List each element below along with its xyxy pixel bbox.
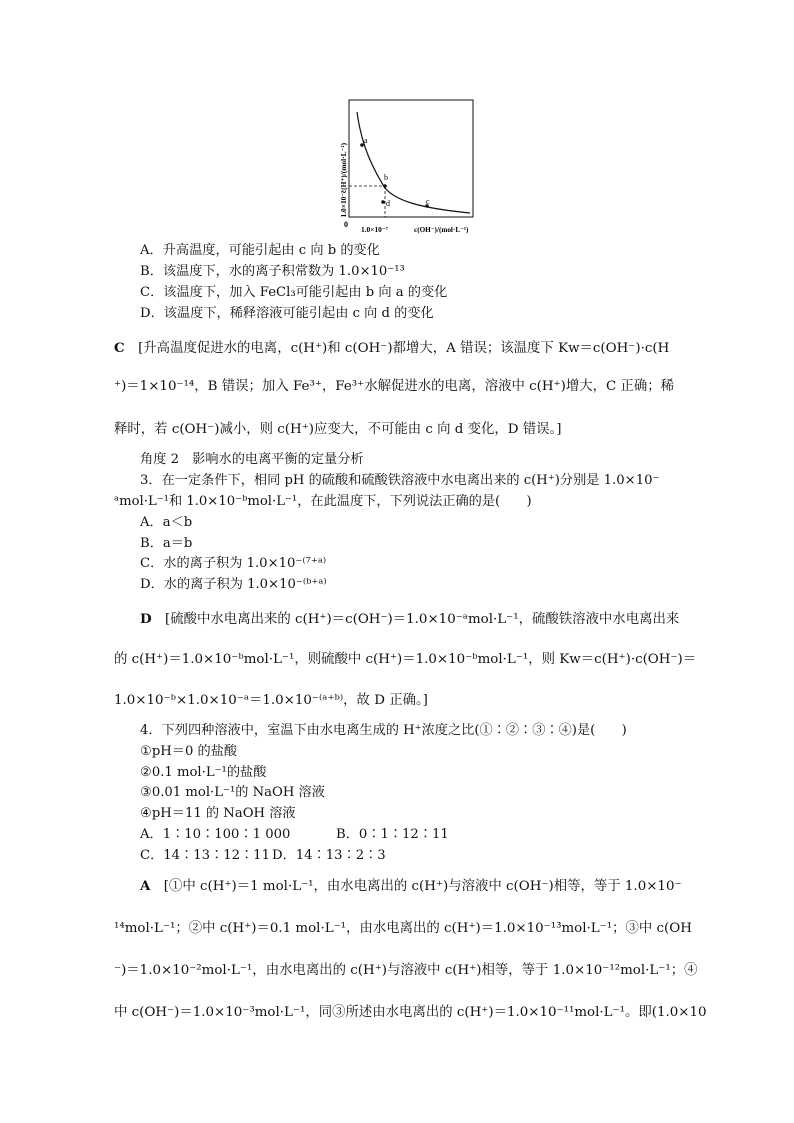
- point-label-d: d: [386, 199, 390, 208]
- q-prev-answer-text-1: [升高温度促进水的电离，c(H⁺)和 c(OH⁻)都增大，A 错误；该温度下 Kw＝c(OH⁻)·c(H: [138, 341, 670, 356]
- ion-product-curve-figure: [330, 96, 480, 238]
- q-prev-option-c: C．该温度下，加入 FeCl₃可能引起由 b 向 a 的变化: [140, 285, 448, 300]
- point-b: [383, 184, 387, 188]
- q-prev-option-d: D．该温度下，稀释溶液可能引起由 c 向 d 的变化: [140, 306, 434, 321]
- point-label-b: b: [384, 173, 388, 182]
- q4-stem: 4．下列四种溶液中，室温下由水电离生成的 H⁺浓度之比(①∶②∶③∶④)是( ): [140, 723, 627, 738]
- q-prev-answer-letter: C: [114, 340, 125, 356]
- x-tick-label: 1.0×10⁻⁷: [361, 225, 388, 234]
- y-tick-label: 1.0×10⁻⁷: [339, 190, 348, 218]
- point-label-a: a: [364, 136, 368, 145]
- plot-frame: [349, 100, 473, 217]
- q3-option-b: B．a＝b: [140, 536, 193, 551]
- q-prev-option-a: A．升高温度，可能引起由 c 向 b 的变化: [140, 243, 380, 258]
- q3-answer-text-1: [硫酸中水电离出来的 c(H⁺)＝c(OH⁻)＝1.0×10⁻ᵃmol·L⁻¹，硫酸铁溶液中水电离出来: [165, 612, 680, 627]
- q4-item-3: ③0.01 mol·L⁻¹的 NaOH 溶液: [140, 785, 325, 800]
- q3-answer-line-3: 1.0×10⁻ᵇ×1.0×10⁻ᵃ＝1.0×10⁻⁽ᵃ⁺ᵇ⁾，故 D 正确。]: [114, 693, 428, 708]
- q-prev-answer-line-2: ⁺)＝1×10⁻¹⁴，B 错误；加入 Fe³⁺，Fe³⁺水解促进水的电离，溶液中 c(H⁺)增大，C 正确；稀: [114, 379, 675, 394]
- q3-stem-line-1: 3．在一定条件下，相同 pH 的硫酸和硫酸铁溶液中水电离出来的 c(H⁺)分别是 1.0×10⁻: [140, 473, 660, 488]
- q4-answer-line-1: [140, 877, 682, 896]
- q4-option-c: C．14∶13∶12∶11: [140, 848, 270, 863]
- q4-answer-line-4: 中 c(OH⁻)＝1.0×10⁻³mol·L⁻¹，同③所述由水电离出的 c(H⁺)＝1.0×10⁻¹¹mol·L⁻¹。即(1.0×10: [114, 1005, 707, 1020]
- q3-option-a: A．a＜b: [140, 515, 193, 530]
- q4-item-4: ④pH＝11 的 NaOH 溶液: [140, 806, 296, 821]
- section-heading: 角度 2 影响水的电离平衡的定量分析: [140, 452, 364, 467]
- q4-option-d: D．14∶13∶2∶3: [272, 848, 386, 863]
- q4-answer-letter: A: [140, 878, 151, 894]
- ion-product-curve: [357, 112, 470, 213]
- q4-item-2: ②0.1 mol·L⁻¹的盐酸: [140, 765, 267, 780]
- q-prev-option-b: B．该温度下，水的离子积常数为 1.0×10⁻¹³: [140, 264, 405, 279]
- q3-answer-line-2: 的 c(H⁺)＝1.0×10⁻ᵇmol·L⁻¹，则硫酸中 c(H⁺)＝1.0×10⁻ᵇmol·L⁻¹，则 Kw＝c(H⁺)·c(OH⁻)＝: [114, 652, 697, 667]
- point-d: [381, 200, 385, 204]
- y-axis-label: c(H⁺)/(mol·L⁻¹): [339, 142, 348, 194]
- q-prev-answer-line-1: [114, 339, 669, 358]
- q4-answer-line-3: ⁻)＝1.0×10⁻²mol·L⁻¹，由水电离出的 c(H⁺)与溶液中 c(H⁺)相等，等于 1.0×10⁻¹²mol·L⁻¹；④: [114, 963, 698, 978]
- point-label-c: c: [426, 197, 430, 206]
- origin-label: 0: [344, 220, 348, 229]
- q4-option-a: A．1∶10∶100∶1 000: [140, 827, 291, 842]
- q-prev-answer-line-3: 释时，若 c(OH⁻)减小，则 c(H⁺)应变大，不可能由 c 向 d 变化，D 错误。]: [114, 422, 562, 437]
- q3-answer-line-1: [140, 610, 679, 629]
- q4-answer-line-2: ¹⁴mol·L⁻¹；②中 c(H⁺)＝0.1 mol·L⁻¹，由水电离出的 c(H⁺)＝1.0×10⁻¹³mol·L⁻¹；③中 c(OH: [114, 921, 692, 936]
- x-axis-label: c(OH⁻)/(mol·L⁻¹): [414, 226, 469, 234]
- q3-option-d: D．水的离子积为 1.0×10⁻⁽ᵇ⁺ᵃ⁾: [140, 577, 327, 592]
- q3-stem-line-2: ᵃmol·L⁻¹和 1.0×10⁻ᵇmol·L⁻¹，在此温度下，下列说法正确的是( ): [114, 494, 532, 509]
- q3-option-c: C．水的离子积为 1.0×10⁻⁽⁷⁺ᵃ⁾: [140, 556, 327, 571]
- q4-item-1: ①pH＝0 的盐酸: [140, 744, 238, 759]
- q4-answer-text-1: [①中 c(H⁺)＝1 mol·L⁻¹，由水电离出的 c(H⁺)与溶液中 c(OH⁻)相等，等于 1.0×10⁻: [163, 879, 682, 894]
- q3-answer-letter: D: [140, 611, 152, 627]
- q4-option-b: B．0∶1∶12∶11: [336, 827, 449, 842]
